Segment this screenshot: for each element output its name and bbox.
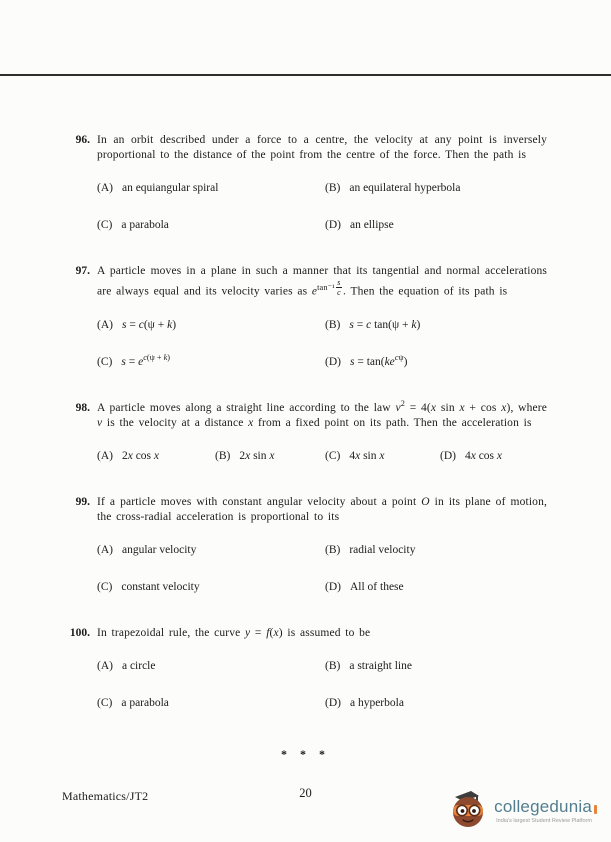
option-text: angular velocity bbox=[121, 543, 197, 556]
options bbox=[97, 543, 547, 595]
option-text: an equilateral hyperbola bbox=[349, 182, 461, 194]
question-96 bbox=[58, 133, 547, 233]
option-text: 4x sin x bbox=[349, 449, 385, 462]
option-c bbox=[97, 696, 325, 711]
question-text: In an orbit described under a force to a centre, the velocity at any point is inversely proportional to the distance of the point from the centre of the force. Then the path is bbox=[97, 134, 547, 161]
option-a bbox=[97, 318, 325, 333]
option-label: (A) bbox=[97, 543, 113, 556]
question-text: A particle moves along a straight line according to the law $v^2 = 4(x$ sin x + cos x), where v is the velocity at a distance x from a fixed point on its path. Then the acceleration is bbox=[97, 398, 548, 429]
option-label: (A) bbox=[97, 318, 113, 331]
option-text: a parabola bbox=[121, 219, 169, 231]
question-100 bbox=[58, 626, 547, 711]
option-d bbox=[325, 580, 547, 595]
options bbox=[97, 318, 547, 370]
option-text: constant velocity bbox=[121, 580, 200, 593]
option-text: $s = e^{c(\psi + k)}$ bbox=[121, 352, 171, 368]
option-label: (C) bbox=[97, 696, 113, 709]
option-b bbox=[325, 181, 547, 196]
option-a bbox=[97, 181, 325, 196]
option-b bbox=[215, 449, 325, 464]
option-text: a hyperbola bbox=[349, 696, 404, 709]
question-number: 98. bbox=[75, 401, 90, 414]
option-a bbox=[97, 543, 325, 558]
option-c bbox=[97, 352, 325, 370]
option-d bbox=[325, 696, 547, 711]
option-text: an ellipse bbox=[349, 219, 394, 231]
option-b bbox=[325, 543, 547, 558]
option-c bbox=[97, 580, 325, 595]
option-text: All of these bbox=[349, 580, 404, 593]
option-d bbox=[325, 352, 547, 370]
option-d bbox=[325, 218, 547, 233]
question-97 bbox=[58, 264, 547, 370]
top-rule bbox=[0, 74, 611, 76]
options bbox=[97, 659, 547, 711]
questions-area bbox=[0, 133, 611, 742]
option-text: 2x cos x bbox=[121, 449, 160, 462]
option-label: (D) bbox=[440, 449, 456, 462]
option-label: (D) bbox=[325, 219, 341, 231]
option-label: (D) bbox=[325, 580, 341, 593]
mascot-icon bbox=[449, 787, 489, 834]
option-label: (D) bbox=[325, 355, 341, 368]
option-label: (B) bbox=[325, 543, 341, 556]
question-number: 100. bbox=[69, 626, 90, 639]
option-label: (B) bbox=[325, 318, 341, 331]
option-label: (A) bbox=[97, 659, 113, 672]
option-b bbox=[325, 318, 547, 333]
option-text: 4x cos x bbox=[464, 449, 503, 462]
question-99 bbox=[58, 495, 547, 595]
brand-tagline: India's largest Student Review Platform bbox=[496, 818, 592, 824]
option-label: (C) bbox=[325, 449, 341, 462]
option-label: (B) bbox=[325, 182, 341, 194]
option-text: a parabola bbox=[121, 696, 169, 709]
option-label: (C) bbox=[97, 219, 113, 231]
page-number: 20 bbox=[299, 786, 312, 800]
question-98 bbox=[58, 398, 548, 464]
option-text: an equiangular spiral bbox=[121, 182, 219, 194]
option-text: 2x sin x bbox=[239, 449, 275, 462]
question-text: A particle moves in a plane in such a manner that its tangential and normal accelerations are always equal and its velocity varies as $e^{tan^{-1} \frac{s}{c}}$ . Then the equation of its path is bbox=[97, 265, 547, 298]
option-label: (A) bbox=[97, 182, 113, 194]
brand-accent bbox=[594, 805, 597, 814]
option-d bbox=[440, 449, 547, 464]
question-number: 99. bbox=[75, 495, 90, 508]
options bbox=[97, 181, 547, 233]
option-text: radial velocity bbox=[349, 543, 416, 556]
collegedunia-logo bbox=[449, 787, 597, 834]
question-text: In trapezoidal rule, the curve y = f(x) is assumed to be bbox=[97, 626, 371, 639]
option-text: $s = \tan(ke^{c\psi})$ bbox=[349, 352, 408, 368]
option-a bbox=[97, 449, 215, 464]
option-c bbox=[97, 218, 325, 233]
option-text: a straight line bbox=[349, 659, 412, 672]
option-text: s = c(ψ + k) bbox=[121, 318, 177, 331]
option-label: (B) bbox=[325, 659, 341, 672]
option-c bbox=[325, 449, 440, 464]
option-label: (C) bbox=[97, 355, 113, 368]
brand-name: collegedunia bbox=[494, 797, 592, 816]
option-label: (D) bbox=[325, 696, 341, 709]
option-label: (C) bbox=[97, 580, 113, 593]
option-text: a circle bbox=[121, 659, 156, 672]
options bbox=[97, 449, 547, 464]
option-a bbox=[97, 659, 325, 674]
question-text: If a particle moves with constant angular velocity about a point O in its plane of motion, the cross-radial acceleration is proportional to its bbox=[97, 495, 547, 523]
paper-code: Mathematics/JT2 bbox=[62, 789, 149, 803]
option-text: s = c tan(ψ + k) bbox=[349, 318, 421, 331]
option-b bbox=[325, 659, 547, 674]
end-of-section-marker: * * * bbox=[281, 747, 330, 761]
question-number: 96. bbox=[75, 134, 90, 146]
option-label: (B) bbox=[215, 449, 231, 462]
question-number: 97. bbox=[75, 265, 90, 277]
option-label: (A) bbox=[97, 449, 113, 462]
